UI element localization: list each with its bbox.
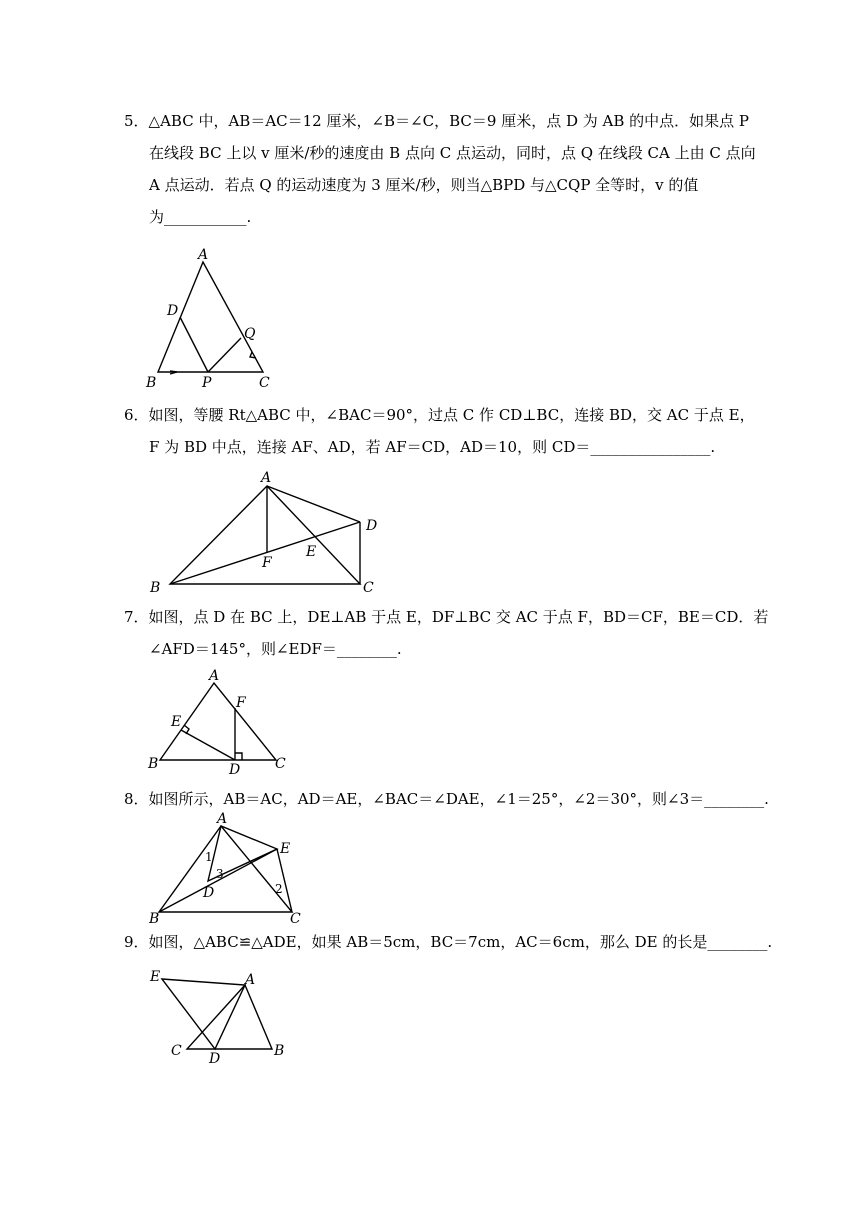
problem-5-line-2: 在线段 BC 上以 v 厘米/秒的速度由 B 点向 C 点运动，同时，点 Q 在线段 CA 上由 C 点向: [149, 144, 756, 162]
problem-5-line-1: 5．△ABC 中，AB＝AC＝12 厘米，∠B＝∠C，BC＝9 厘米，点 D 为 AB 的中点．如果点 P: [124, 112, 750, 130]
fig8-angle-1: 1: [205, 850, 213, 864]
fig5-label-a: A: [198, 247, 209, 263]
problem-6-text: [124, 399, 755, 463]
problem-8-line-1: 8．如图所示，AB＝AC，AD＝AE，∠BAC＝∠DAE，∠1＝25°，∠2＝30°，则∠3＝________.: [124, 790, 769, 808]
fig9-label-c: C: [171, 1043, 182, 1059]
problem-7-text: [124, 601, 769, 665]
fig8-label-c: C: [290, 911, 301, 927]
problem-6-figure: [145, 468, 385, 596]
fig5-segment-pq: [208, 338, 241, 372]
fig7-label-c: C: [275, 756, 286, 772]
fig8-label-d: D: [203, 885, 215, 901]
fig6-label-a: A: [261, 470, 272, 486]
fig8-triangle-abc: [159, 826, 292, 912]
problem-7-line-2: ∠AFD＝145°，则∠EDF＝________.: [149, 640, 402, 658]
fig8-angle-2: 2: [275, 882, 283, 896]
fig5-label-p: P: [202, 375, 212, 391]
fig9-label-a: A: [245, 972, 256, 988]
problem-6-line-1: 6．如图，等腰 Rt△ABC 中，∠BAC＝90°，过点 C 作 CD⊥BC，连接 BD，交 AC 于点 E，: [124, 406, 755, 424]
problem-7-figure: [143, 667, 293, 777]
fig5-label-q: Q: [244, 326, 256, 342]
fig7-label-a: A: [209, 668, 220, 684]
problem-9-text: [124, 926, 773, 958]
fig9-triangle-ade: [162, 979, 245, 1049]
fig6-segment-ad: [267, 486, 360, 522]
fig5-label-d: D: [167, 303, 179, 319]
fig6-label-d: D: [366, 518, 378, 534]
problem-7-line-1: 7．如图，点 D 在 BC 上，DE⊥AB 于点 E，DF⊥BC 交 AC 于点 F，BD＝CF，BE＝CD．若: [124, 608, 769, 626]
fig6-label-b: B: [150, 580, 161, 596]
fig9-label-e: E: [150, 969, 161, 985]
fig8-label-b: B: [149, 911, 160, 927]
fig7-right-angle-d: [235, 753, 242, 760]
fig6-label-e: E: [306, 544, 317, 560]
problem-5-line-3: A 点运动．若点 Q 的运动速度为 3 厘米/秒，则当△BPD 与△CQP 全等时，v 的值: [149, 176, 699, 194]
fig9-label-b: B: [274, 1043, 285, 1059]
fig5-label-c: C: [259, 375, 270, 391]
fig7-label-e: E: [171, 714, 182, 730]
problem-9-figure: [145, 965, 295, 1065]
problem-6-line-2: F 为 BD 中点，连接 AF、AD，若 AF＝CD，AD＝10，则 CD＝________________.: [149, 438, 716, 456]
fig6-label-c: C: [363, 580, 374, 596]
fig9-label-d: D: [209, 1051, 221, 1067]
fig5-segment-dp: [180, 317, 208, 372]
fig7-label-b: B: [148, 756, 159, 772]
fig6-label-f: F: [262, 555, 272, 571]
problem-5-line-4: 为___________.: [149, 208, 252, 226]
problem-5-figure: [140, 245, 280, 393]
fig8-angle-3: 3: [216, 867, 224, 881]
fig7-label-f: F: [236, 695, 246, 711]
problem-5-text: [124, 105, 756, 233]
problem-8-figure: [145, 809, 310, 929]
fig5-label-b: B: [146, 375, 157, 391]
problem-9-line-1: 9．如图，△ABC≌△ADE，如果 AB＝5cm，BC＝7cm，AC＝6cm，那么 DE 的长是________.: [124, 933, 773, 951]
fig7-label-d: D: [229, 762, 241, 778]
fig8-label-e: E: [280, 841, 291, 857]
fig7-segment-ed: [181, 730, 235, 760]
fig8-label-a: A: [217, 811, 228, 827]
